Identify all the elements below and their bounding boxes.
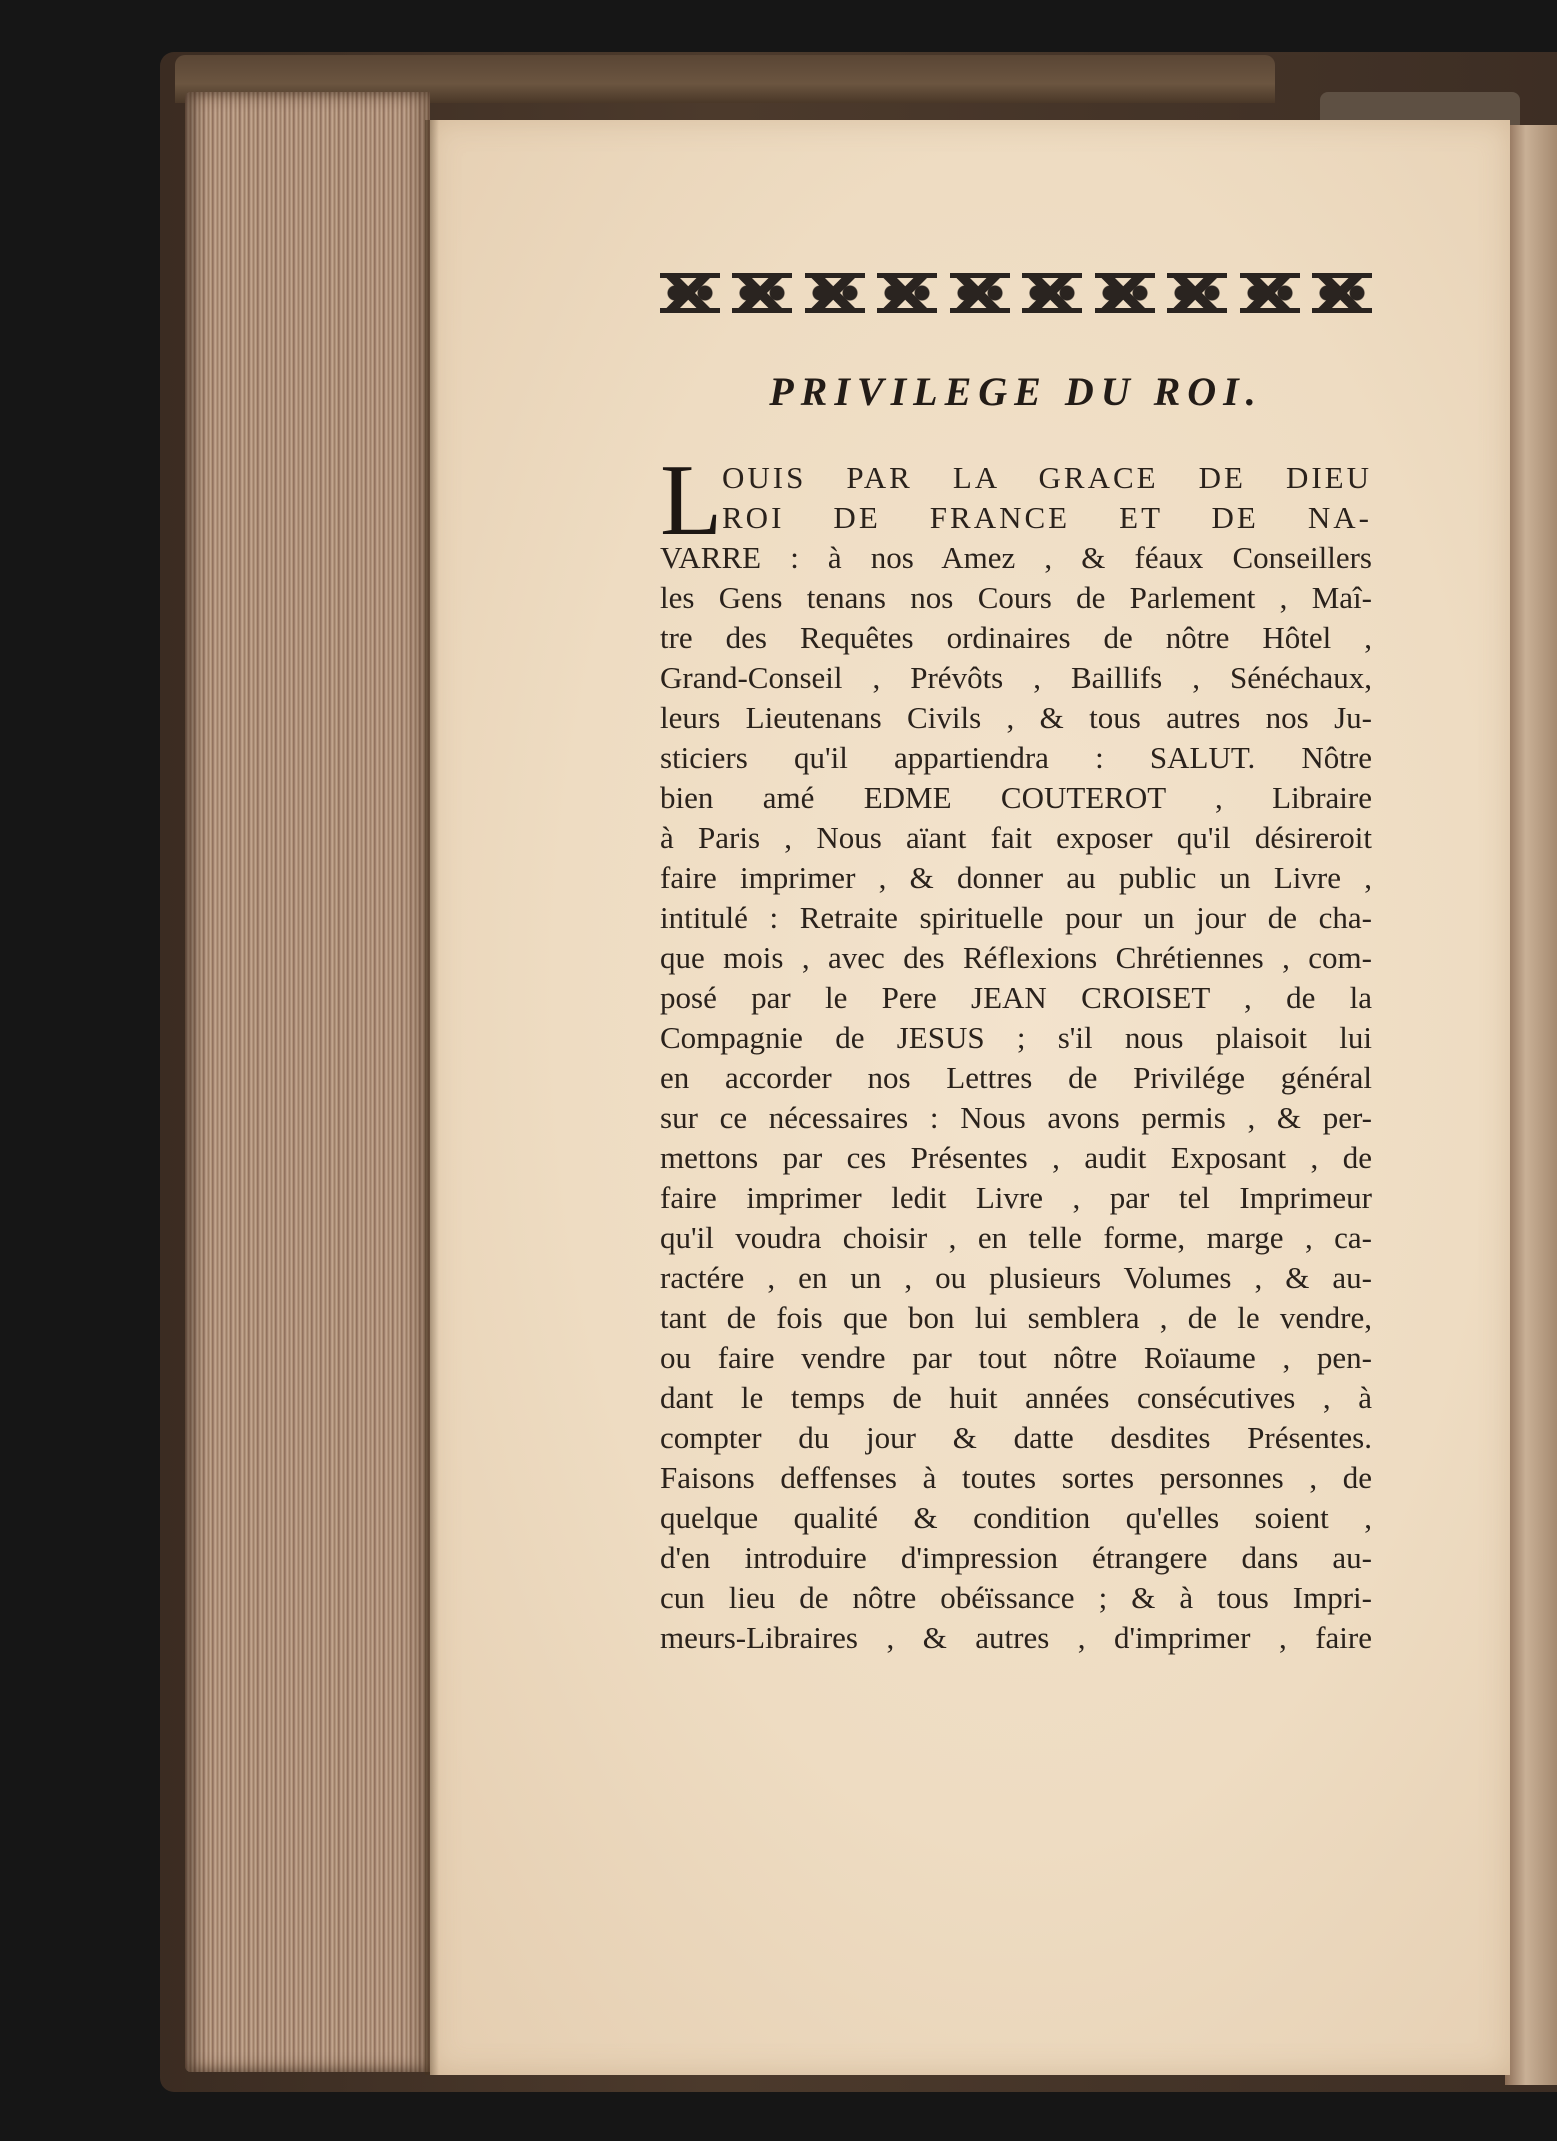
text-line: VARRE : à nos Amez , & féaux Conseillers — [660, 540, 1372, 575]
ornament-unit — [1095, 273, 1155, 313]
privilege-text — [660, 444, 1372, 1658]
text-line: que mois , avec des Réflexions Chrétiennes , com- — [660, 940, 1372, 975]
text-line: bien amé EDME COUTEROT , Libraire — [660, 780, 1372, 815]
text-line: mettons par ces Présentes , audit Exposant , de — [660, 1140, 1372, 1175]
ornament-unit — [1312, 273, 1372, 313]
text-line: les Gens tenans nos Cours de Parlement , Maî- — [660, 580, 1372, 615]
text-line: tant de fois que bon lui semblera , de le vendre, — [660, 1300, 1372, 1335]
text-line: d'en introduire d'impression étrangere dans au- — [660, 1540, 1372, 1575]
drop-cap: L — [660, 444, 723, 557]
ornament-unit — [950, 273, 1010, 313]
text-line: Faisons deffenses à toutes sortes personnes , de — [660, 1460, 1372, 1495]
text-line: sur ce nécessaires : Nous avons permis , & per- — [660, 1100, 1372, 1135]
text-line: qu'il voudra choisir , en telle forme, marge , ca- — [660, 1220, 1372, 1255]
text-line: Grand-Conseil , Prévôts , Baillifs , Sénéchaux, — [660, 660, 1372, 695]
ornament-unit — [660, 273, 720, 313]
facing-page-edge — [1505, 125, 1557, 2085]
ornament-unit — [732, 273, 792, 313]
ornament-unit — [1167, 273, 1227, 313]
ornament-unit — [1240, 273, 1300, 313]
text-line: sticiers qu'il appartiendra : SALUT. Nôtre — [660, 740, 1372, 775]
text-line: en accorder nos Lettres de Privilége général — [660, 1060, 1372, 1095]
text-line: ROI DE FRANCE ET DE NA- — [722, 500, 1372, 535]
text-line: ou faire vendre par tout nôtre Roïaume , pen- — [660, 1340, 1372, 1375]
text-line: tre des Requêtes ordinaires de nôtre Hôtel , — [660, 620, 1372, 655]
ornament-unit — [877, 273, 937, 313]
ornament-band — [660, 268, 1372, 318]
text-line: dant le temps de huit années consécutives , à — [660, 1380, 1372, 1415]
page-title: PRIVILEGE DU ROI. — [769, 369, 1263, 414]
text-line: meurs-Libraires , & autres , d'imprimer , faire — [660, 1620, 1372, 1655]
ornament-unit — [1022, 273, 1082, 313]
text-line: compter du jour & datte desdites Présentes. — [660, 1420, 1372, 1455]
text-line: faire imprimer , & donner au public un Livre , — [660, 860, 1372, 895]
text-line: posé par le Pere JEAN CROISET , de la — [660, 980, 1372, 1015]
text-line: faire imprimer ledit Livre , par tel Imprimeur — [660, 1180, 1372, 1215]
page-edges — [185, 92, 430, 2072]
text-line: OUIS PAR LA GRACE DE DIEU — [722, 460, 1372, 495]
text-line: leurs Lieutenans Civils , & tous autres nos Ju- — [660, 700, 1372, 735]
ornament-unit — [805, 273, 865, 313]
text-line: intitulé : Retraite spirituelle pour un jour de cha- — [660, 900, 1372, 935]
text-line: quelque qualité & condition qu'elles soient , — [660, 1500, 1372, 1535]
gutter-shadow — [425, 120, 439, 2075]
text-line: Compagnie de JESUS ; s'il nous plaisoit lui — [660, 1020, 1372, 1055]
text-line: cun lieu de nôtre obéïssance ; & à tous Impri- — [660, 1580, 1372, 1615]
text-line: ractére , en un , ou plusieurs Volumes , & au- — [660, 1260, 1372, 1295]
text-line: à Paris , Nous aïant fait exposer qu'il désireroit — [660, 820, 1372, 855]
